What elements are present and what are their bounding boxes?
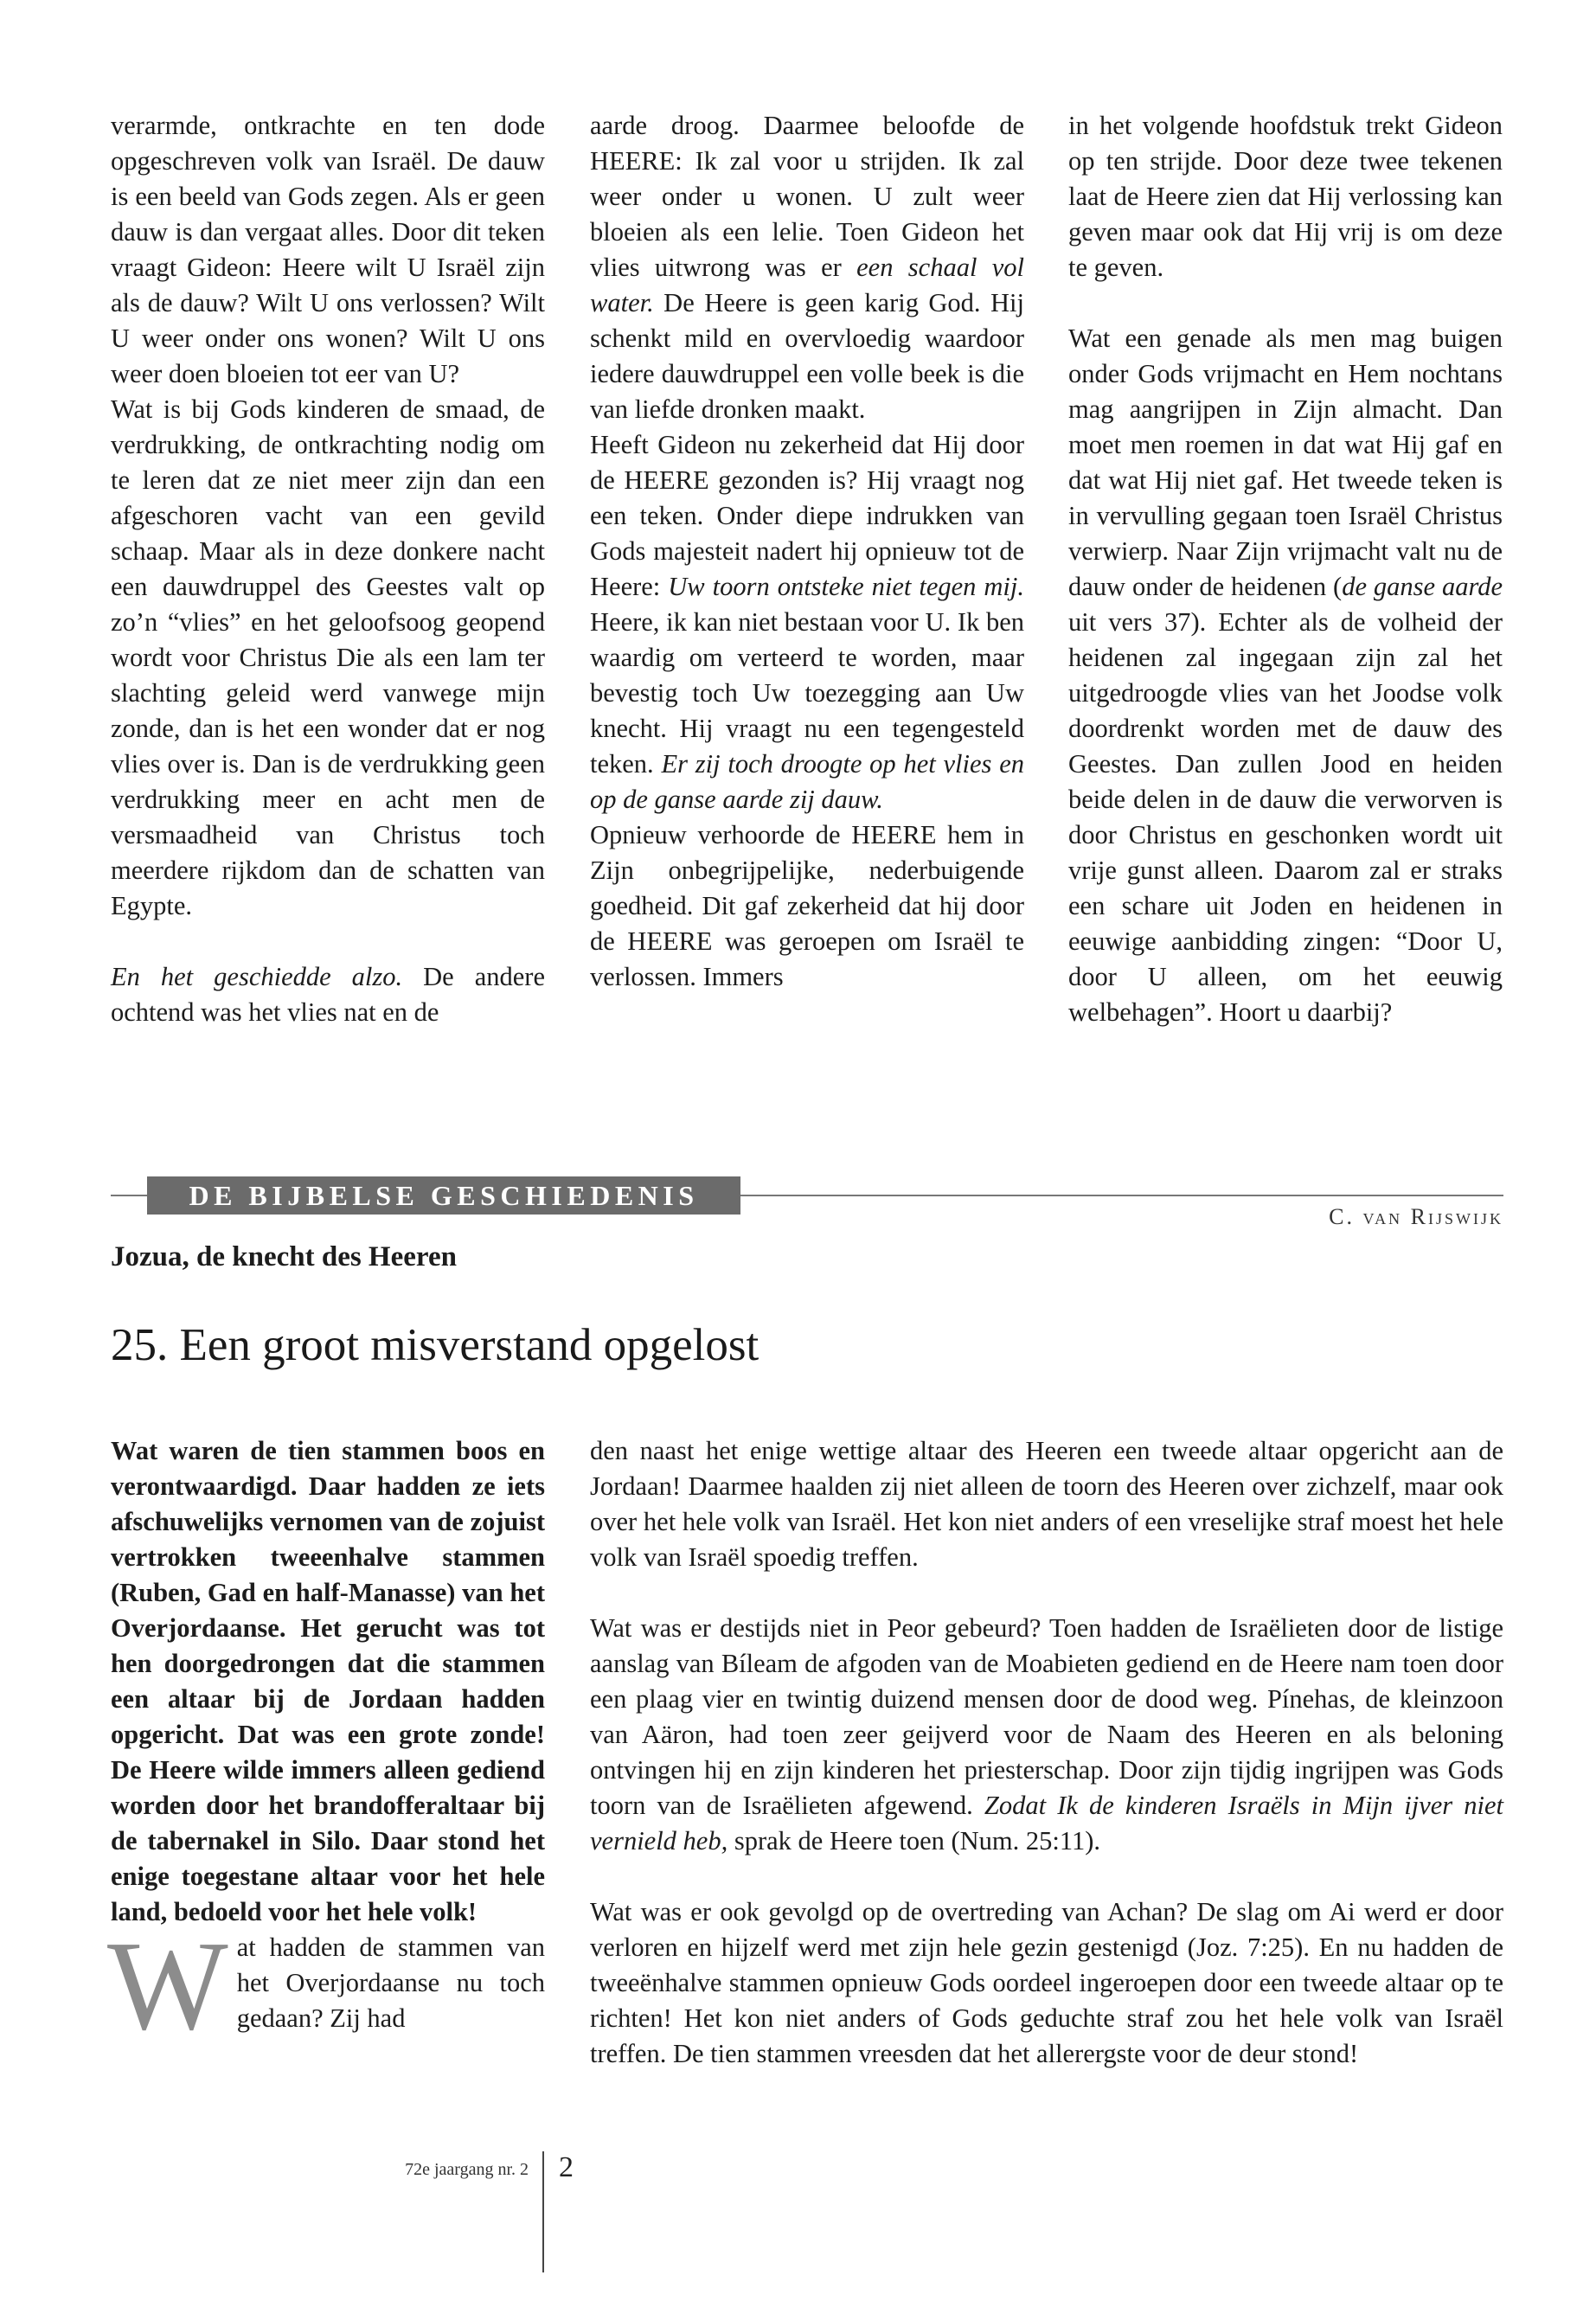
paragraph-text: aarde droog. Daarmee beloofde de HEERE: Ik zal voor u strijden. Ik zal weer onder u wonen. U zult weer bloeien als een lelie. Toen Gideon het vlies uitwrong was er — [590, 111, 1024, 282]
paragraph-text: at hadden de stammen van het Overjordaanse nu toch gedaan? Zij had — [236, 1932, 545, 2033]
paragraph: Opnieuw verhoorde de HEERE hem in Zijn onbegrijpelijke, nederbuigende goedheid. Dit gaf zekerheid dat hij door de HEERE was geroepen om Israël te verlossen. Immers — [590, 820, 1024, 991]
paragraph: in het volgende hoofdstuk trekt Gideon op ten strijde. Door deze twee tekenen laat de Heere zien dat Hij verlossing kan geven maar ook dat Hij vrij is om deze te geven. — [1068, 111, 1503, 282]
paragraph: verarmde, ontkrachte en ten dode opgeschreven volk van Israël. De dauw is een beeld van Gods zegen. Als er geen dauw is dan vergaat alles. Door dit teken vraagt Gideon: Heere wilt U Israël zijn als de dauw? Wilt U ons verlossen? Wilt U weer onder ons wonen? Wilt U ons weer doen bloeien tot eer van U? — [111, 111, 545, 388]
paragraph: Wat was er ook gevolgd op de overtreding van Achan? De slag om Ai werd er door verloren en hijzelf werd met zijn hele gezin gestenigd (Joz. 7:25). En nu hadden de tweeënhalve stammen opnieuw Gods oordeel ingeroepen door een tweede altaar op te richten! Het kon niet anders of Gods geduchte straf zou het hele volk van Israël treffen. De tien stammen vreesden dat het allerergste voor de deur stond! — [590, 1897, 1503, 2068]
top-column-3 — [1068, 108, 1503, 1030]
footer-divider — [542, 2151, 544, 2272]
series-title: Jozua, de knecht des Heeren — [111, 1241, 457, 1272]
author-name: C. van Rijswijk — [1329, 1204, 1503, 1229]
issue-info: 72e jaargang nr. 2 — [405, 2160, 529, 2179]
paragraph-text: Heere, ik kan niet bestaan voor U. Ik ben waardig om verteerd te worden, maar bevestig toch Uw toezegging aan Uw knecht. Hij vraagt nu een tegengesteld teken. — [590, 607, 1024, 779]
page-number: 2 — [559, 2151, 574, 2183]
top-column-1 — [111, 108, 545, 1030]
scripture-quote: Zodat Ik de kinderen Israëls in Mijn ijver niet vernield heb, — [590, 1791, 1503, 1856]
top-column-2 — [590, 108, 1024, 995]
paragraph — [590, 427, 1024, 817]
paragraph — [111, 959, 545, 1030]
paragraph — [590, 1611, 1503, 1859]
scripture-quote: een schaal vol water. — [590, 253, 1024, 317]
section-label: DE BIJBELSE GESCHIEDENIS — [147, 1176, 740, 1215]
paragraph-text: De andere ochtend was het vlies nat en de — [111, 962, 545, 1027]
paragraph-text: uit vers 37). Echter als de volheid der heidenen zal ingegaan zijn zal het uitgedroogde vlies van het Joodse volk doordrenkt worden met de dauw des Geestes. Dan zullen Jood en heiden beide delen in de dauw die verworven is door Christus en geschonken wordt uit vrije gunst alleen. Daarom zal er straks een schare uit Joden en heidenen in eeuwige aanbidding zingen: “Door U, door U alleen, om het eeuwig welbehagen”. Hoort u daarbij? — [1068, 607, 1503, 1027]
paragraph — [1068, 321, 1503, 1030]
paragraph-text: Wat was er destijds niet in Peor gebeurd? Toen hadden de Israëlieten door de listige aanslag van Bíleam de afgoden van de Moabieten gediend en de Heere nam toen door een plaag vier en twintig duizend mensen door de dood weg. Pínehas, de kleinzoon van Aäron, had toen zeer geijverd voor de Naam des Heeren en als beloning ontvingen hij en zijn kinderen het priesterschap. Door zijn tijdig ingrijpen was Gods toorn van de Israëlieten afgewend. — [590, 1613, 1503, 1820]
paragraph-text: De Heere is geen karig God. Hij schenkt mild en overvloedig waardoor iedere dauwdruppel een volle beek is die van liefde dronken maakt. — [590, 288, 1024, 424]
intro-column — [107, 1433, 545, 2057]
article-title: 25. Een groot misverstand opgelost — [111, 1320, 760, 1370]
paragraph: Wat is bij Gods kinderen de smaad, de verdrukking, de ontkrachting nodig om te leren dat ze niet meer zijn dan een afgeschoren vacht van een gevild schaap. Maar als in deze donkere nacht een dauwdruppel des Geestes valt op zo’n “vlies” en het geloofsoog geopend wordt voor Christus Die als een lam ter slachting geleid werd vanwege mijn zonde, dan is het een wonder dat er nog vlies over is. Dan is de verdrukking geen verdrukking meer en acht men de versmaadheid van Christus toch meerdere rijkdom dan de schatten van Egypte. — [111, 394, 545, 920]
scripture-quote: de ganse aarde — [1342, 572, 1503, 601]
paragraph — [107, 1915, 545, 2057]
scripture-quote: En het geschiedde alzo. — [111, 962, 403, 991]
drop-cap: W — [107, 1915, 228, 2057]
lead-paragraph: Wat waren de tien stammen boos en verontwaardigd. Daar hadden ze iets afschuwelijks vernomen van de zojuist vertrokken tweeenhalve stammen (Ruben, Gad en half-Manasse) van het Overjordaanse. Het gerucht was tot hen doorgedrongen dat die stammen een altaar bij de Jordaan hadden opgericht. Dat was een grote zonde! De Heere wilde immers alleen gediend worden door het brandofferaltaar bij de tabernakel in Silo. Daar stond het enige toegestane altaar voor het hele land, bedoeld voor het hele volk! — [111, 1436, 545, 1926]
article-body — [590, 1433, 1503, 2072]
paragraph — [590, 108, 1024, 427]
scripture-quote: Er zij toch droogte op het vlies en op de ganse aarde zij dauw. — [590, 749, 1024, 814]
paragraph-text: Wat een genade als men mag buigen onder Gods vrijmacht en Hem nochtans mag aangrijpen in Zijn almacht. Dan moet men roemen in dat wat Hij gaf en dat wat Hij niet gaf. Het tweede teken is in vervulling gegaan toen Israël Christus verwierp. Naar Zijn vrijmacht valt nu de dauw onder de heidenen ( — [1068, 324, 1503, 601]
paragraph-text: sprak de Heere toen (Num. 25:11). — [727, 1826, 1101, 1856]
paragraph: den naast het enige wettige altaar des Heeren een tweede altaar opgericht aan de Jordaan! Daarmee haalden zij niet alleen de toorn des Heeren over zichzelf, maar ook over het hele volk van Israël. Het kon niet anders of een vreselijke straf moest het hele volk van Israël spoedig treffen. — [590, 1436, 1503, 1572]
scripture-quote: Uw toorn ontsteke niet tegen mij. — [668, 572, 1024, 601]
paragraph-text: Heeft Gideon nu zekerheid dat Hij door de HEERE gezonden is? Hij vraagt nog een teken. Onder diepe indrukken van Gods majesteit nadert hij opnieuw tot de Heere: — [590, 430, 1024, 601]
